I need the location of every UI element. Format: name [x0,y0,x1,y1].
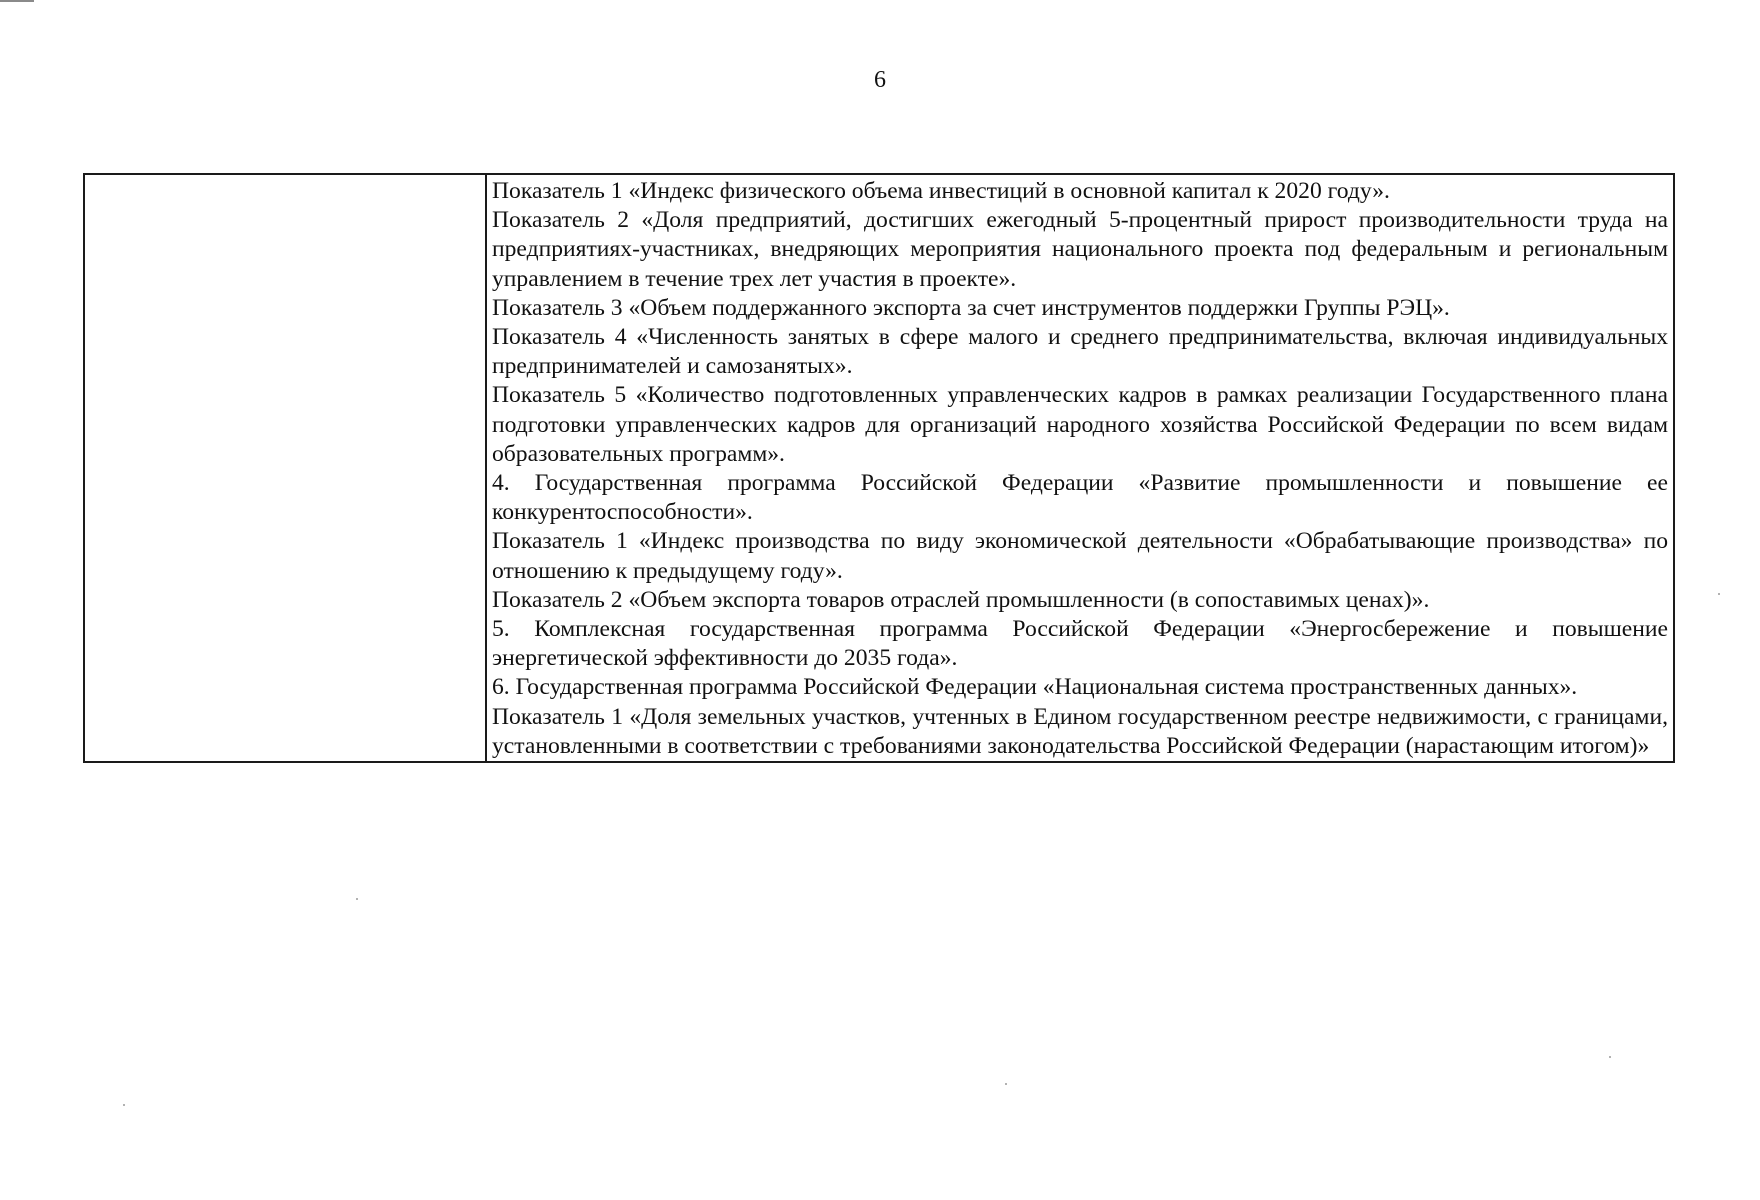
scan-speck [1005,1083,1007,1085]
indicators-table [83,173,1675,763]
right-cell [486,174,1674,762]
scan-speck [1718,593,1720,595]
program-5-energy-efficiency: 5. Комплексная государственная программа Российской Федерации «Энергосбережение и повышение энергетической эффективности до 2035 года». [492,616,1668,672]
left-cell [84,174,486,762]
indicator-3-export-support: Показатель 3 «Объем поддержанного экспорта за счет инструментов поддержки Группы РЭЦ». [492,294,1450,321]
indicator-1-investment-index: Показатель 1 «Индекс физического объема инвестиций в основной капитал к 2020 году». [492,178,1390,204]
scan-speck [123,1104,125,1106]
indicator-2-industrial-export: Показатель 2 «Объем экспорта товаров отраслей промышленности (в сопоставимых ценах)». [492,586,1430,613]
program-4-industry-development: 4. Государственная программа Российской Федерации «Развитие промышленности и повышение ее конкурентоспособности». [492,470,1668,526]
scan-speck [356,898,358,900]
scan-speck [1609,1056,1611,1058]
scan-edge-mark [0,0,34,2]
page-number: 6 [874,67,886,93]
indicator-5-management-personnel: Показатель 5 «Количество подготовленных управленческих кадров в рамках реализации Государственного плана подготовки управленческих кадров для организаций народного хозяйства Российской Федерации по всем видам образовательных программ». [492,382,1668,467]
indicator-1-manufacturing-index: Показатель 1 «Индекс производства по виду экономической деятельности «Обрабатывающие производства» по отношению к предыдущему году». [492,528,1668,584]
indicator-4-sme-employment: Показатель 4 «Численность занятых в сфере малого и среднего предпринимательства, включая индивидуальных предпринимателей и самозанятых». [492,324,1668,380]
program-6-spatial-data: 6. Государственная программа Российской Федерации «Национальная система пространственных данных». [492,674,1578,701]
indicator-2-labor-productivity: Показатель 2 «Доля предприятий, достигших ежегодный 5-процентный прирост производительности труда на предприятиях-участниках, внедряющих мероприятия национального проекта под федеральным и региональным управлением в течение трех лет участия в проекте». [492,207,1668,292]
table-row [84,174,1674,762]
indicator-1-land-plots-share: Показатель 1 «Доля земельных участков, учтенных в Едином государственном реестре недвижимости, с границами, установленными в соответствии с требованиями законодательства Российской Федерации (нарастающим итогом)» [492,703,1668,759]
